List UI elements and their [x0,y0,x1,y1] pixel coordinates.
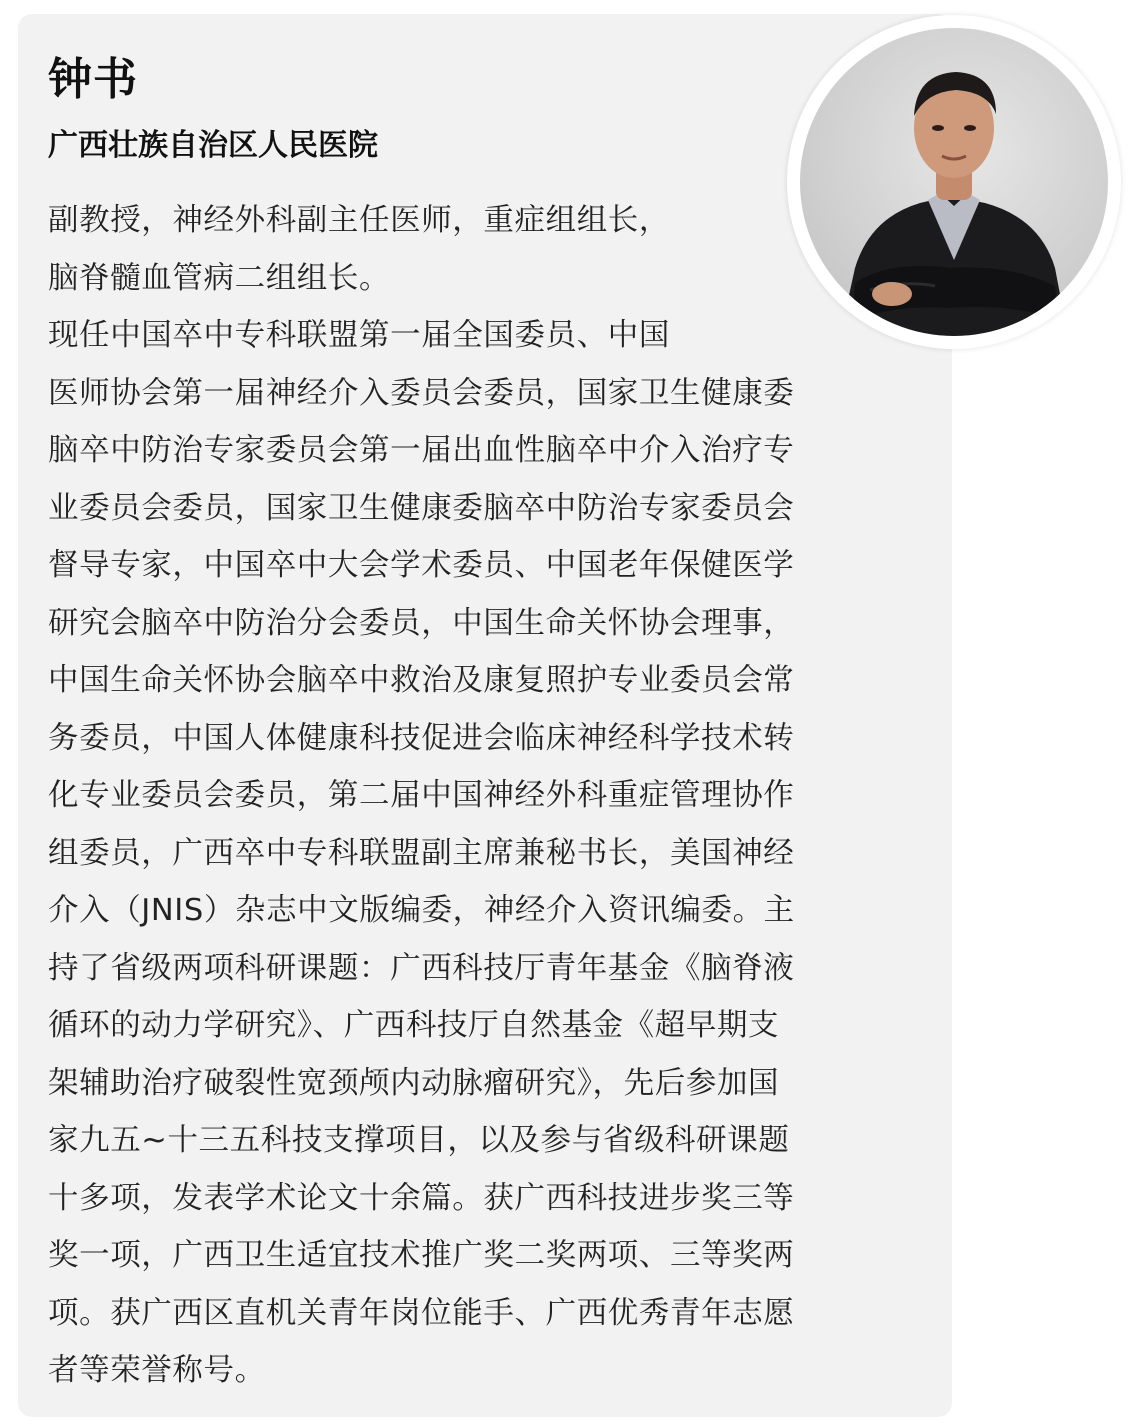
biography-line: 脑脊髓血管病二组组长。 [48,260,391,296]
biography-line: 副教授，神经外科副主任医师，重症组组长， [48,203,670,238]
portrait-illustration [800,28,1108,336]
doctor-name: 钟书 [48,54,138,105]
biography-line: 持了省级两项科研课题：广西科技厅青年基金《脑脊液 [48,950,795,986]
biography-line: 现任中国卒中专科联盟第一届全国委员、中国 [48,318,670,353]
biography-line: 脑卒中防治专家委员会第一届出血性脑卒中介入治疗专 [48,433,795,468]
biography-line: 十多项，发表学术论文十余篇。获广西科技进步奖三等 [48,1180,795,1216]
portrait-frame [787,15,1121,349]
biography-line: 奖一项，广西卫生适宜技术推广奖二奖两项、三等奖两 [48,1238,795,1273]
biography-line: 家九五~十三五科技支撑项目，以及参与省级科研课题 [48,1123,790,1158]
biography-line: 督导专家，中国卒中大会学术委员、中国老年保健医学 [48,548,795,583]
portrait-photo [800,28,1108,336]
biography-line: 业委员会委员，国家卫生健康委脑卒中防治专家委员会 [48,490,795,526]
biography [48,192,928,1400]
biography-line: 中国生命关怀协会脑卒中救治及康复照护专业委员会常 [48,663,795,698]
biography-line: 介入（JNIS）杂志中文版编委，神经介入资讯编委。主 [48,893,795,928]
biography-line: 者等荣誉称号。 [48,1353,266,1388]
hospital-name: 广西壮族自治区人民医院 [48,128,378,163]
biography-line: 化专业委员会委员，第二届中国神经外科重症管理协作 [48,778,795,813]
biography-line: 医师协会第一届神经介入委员会委员，国家卫生健康委 [48,375,795,411]
biography-line: 架辅助治疗破裂性宽颈颅内动脉瘤研究》，先后参加国 [48,1065,780,1101]
biography-line: 务委员，中国人体健康科技促进会临床神经科学技术转 [48,720,795,756]
biography-line: 研究会脑卒中防治分会委员，中国生命关怀协会理事， [48,605,795,641]
biography-line: 项。获广西区直机关青年岗位能手、广西优秀青年志愿 [48,1295,795,1331]
biography-line: 组委员，广西卒中专科联盟副主席兼秘书长，美国神经 [48,835,795,871]
biography-line: 循环的动力学研究》、广西科技厅自然基金《超早期支 [48,1008,780,1043]
